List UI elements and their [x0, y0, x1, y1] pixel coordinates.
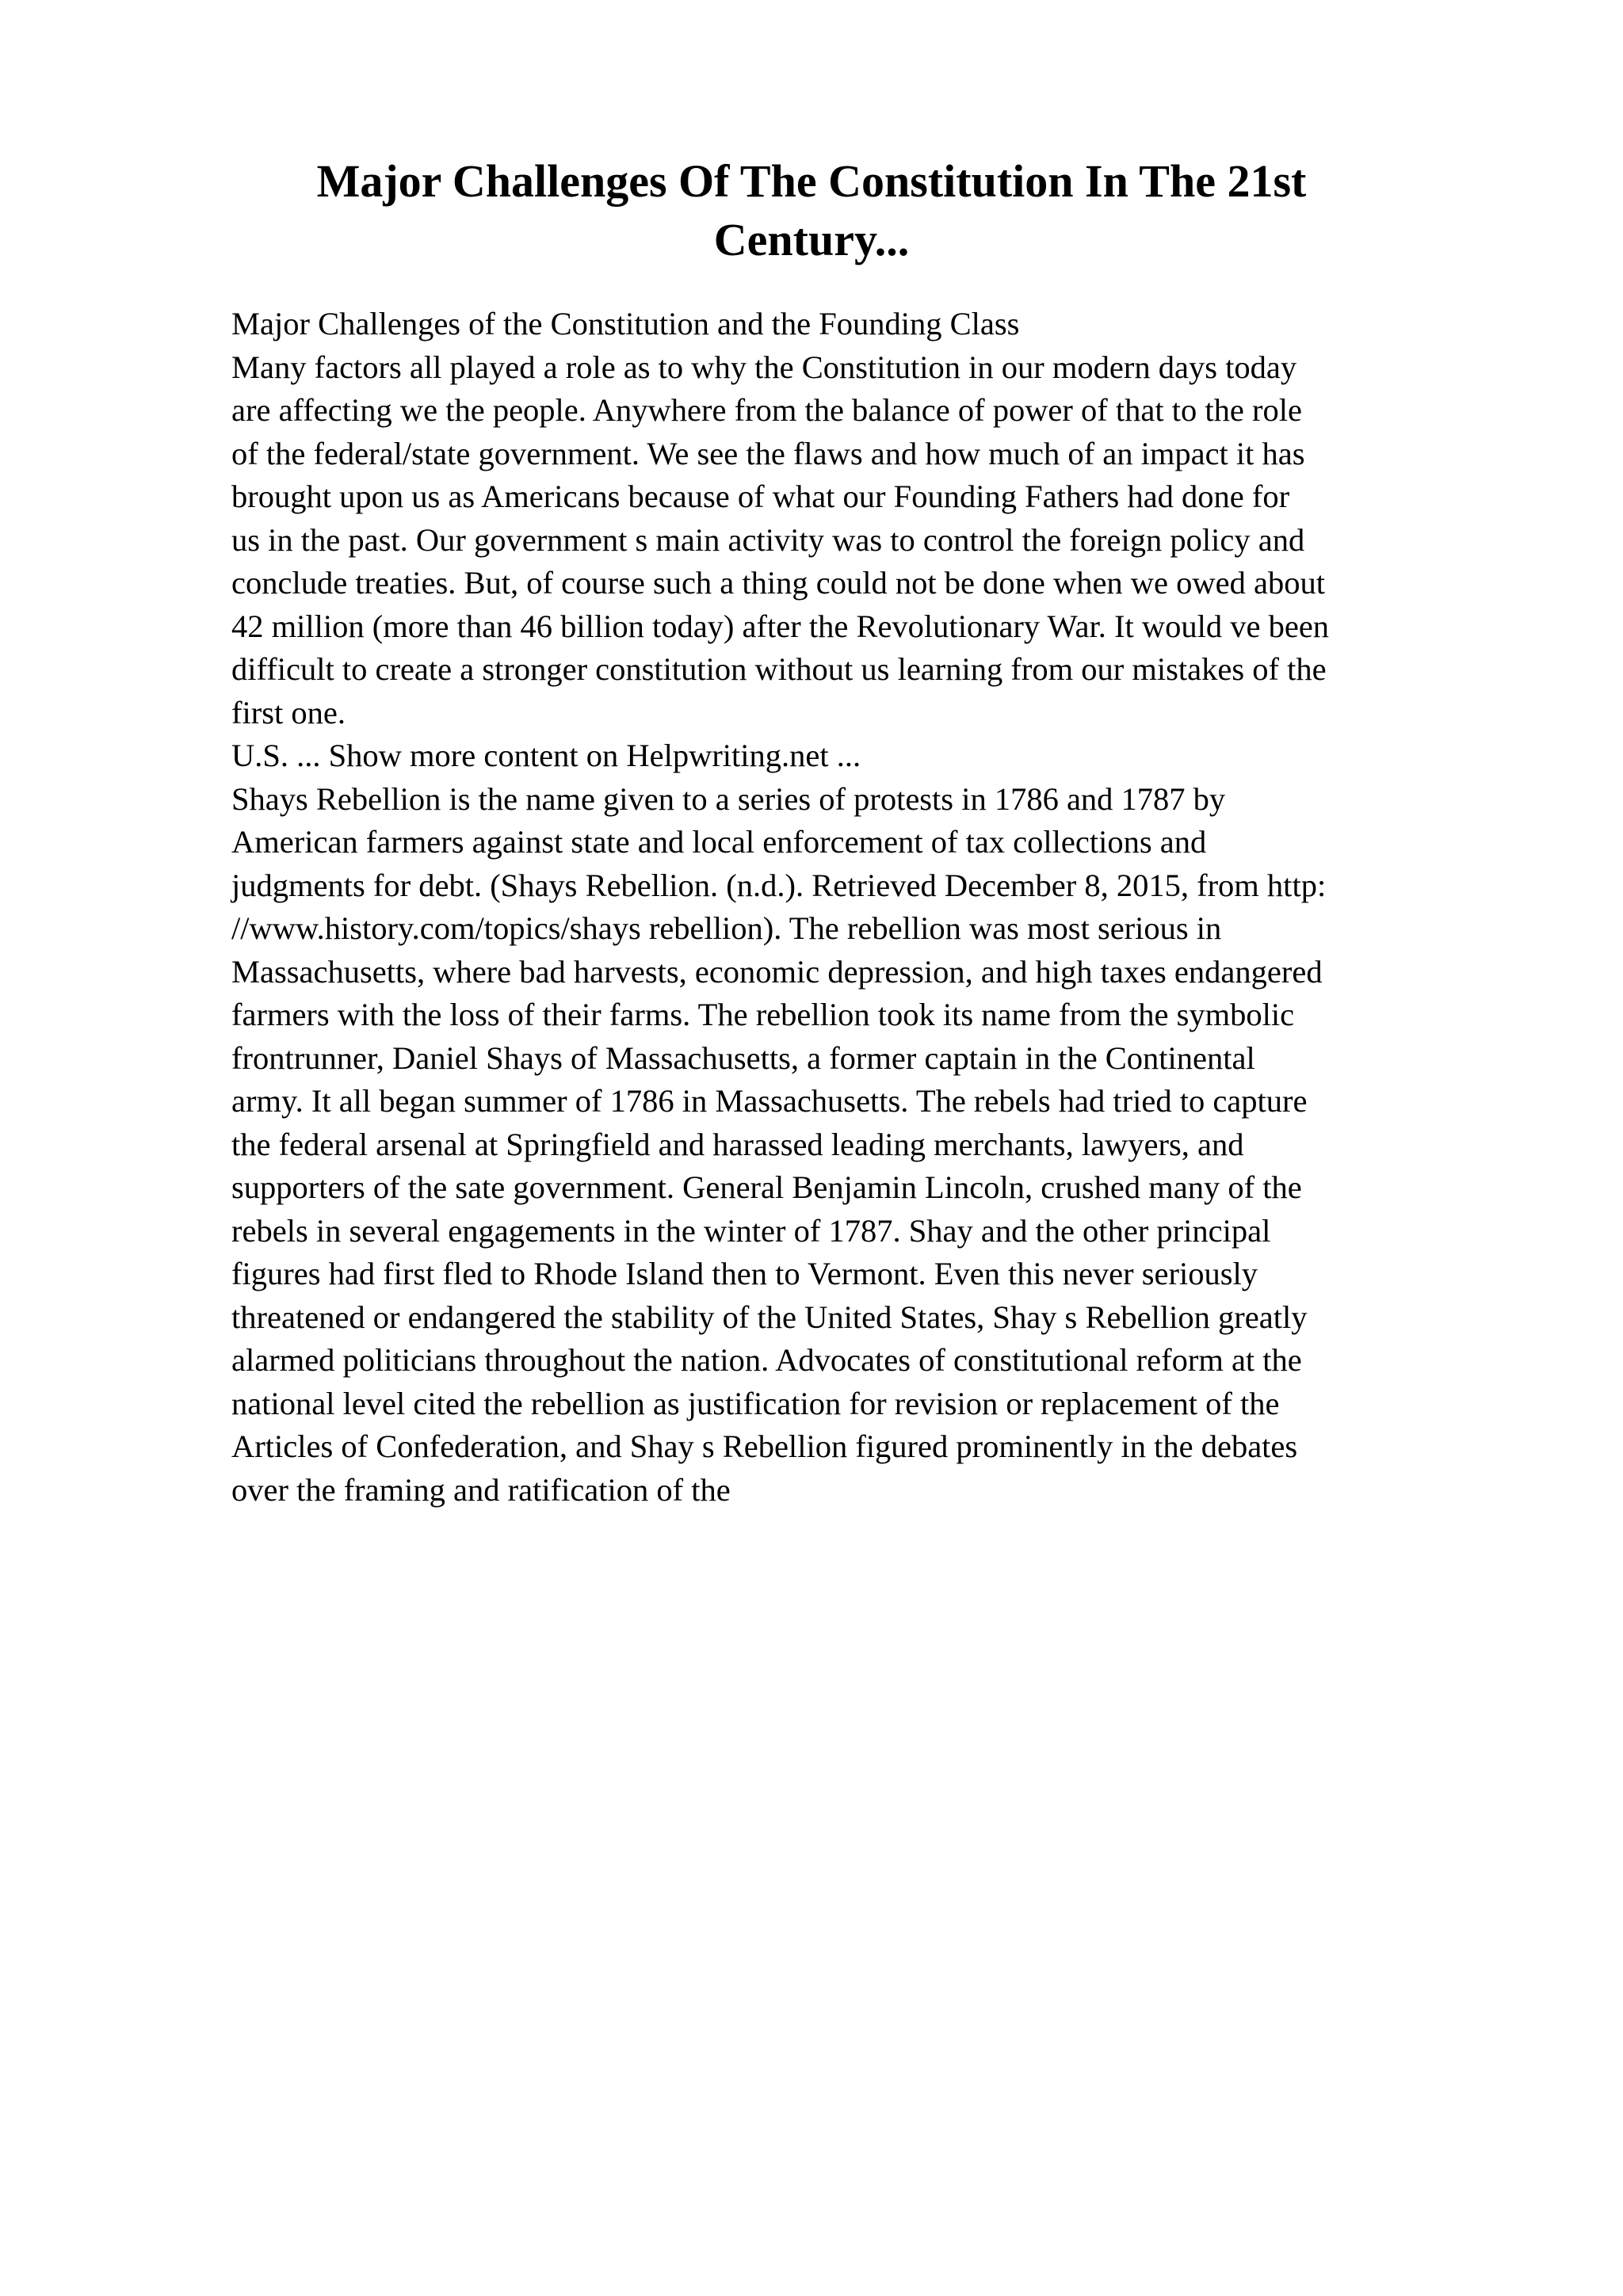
body-line: first one. — [231, 694, 346, 730]
body-line: frontrunner, Daniel Shays of Massachusetts, a former captain in the Continental — [231, 1039, 1255, 1076]
body-line: conclude treaties. But, of course such a thing could not be done when we owed about — [231, 565, 1325, 601]
body-line: alarmed politicians throughout the nation. Advocates of constitutional reform at the — [231, 1342, 1302, 1378]
body-line: difficult to create a stronger constitution without us learning from our mistakes of the — [231, 651, 1327, 687]
body-line: army. It all began summer of 1786 in Massachusetts. The rebels had tried to capture — [231, 1083, 1308, 1119]
body-line: national level cited the rebellion as justification for revision or replacement of the — [231, 1385, 1280, 1421]
body-line: //www.history.com/topics/shays rebellion). The rebellion was most serious in — [231, 910, 1222, 946]
body-line: Shays Rebellion is the name given to a series of protests in 1786 and 1787 by — [231, 780, 1226, 817]
body-line: Massachusetts, where bad harvests, economic depression, and high taxes endangered — [231, 953, 1323, 990]
body-line: us in the past. Our government s main activity was to control the foreign policy and — [231, 521, 1305, 558]
body-line: farmers with the loss of their farms. The rebellion took its name from the symbolic — [231, 997, 1295, 1032]
body-line: the federal arsenal at Springfield and harassed leading merchants, lawyers, and — [231, 1126, 1244, 1162]
body-line: threatened or endangered the stability of the United States, Shay s Rebellion greatly — [231, 1299, 1308, 1335]
title-line: Century... — [713, 214, 910, 265]
body-line: judgments for debt. (Shays Rebellion. (n.d.). Retrieved December 8, 2015, from http: — [231, 867, 1327, 903]
subtitle-line: Major Challenges of the Constitution and the Founding Class — [231, 306, 1020, 341]
body-line: of the federal/state government. We see the flaws and how much of an impact it has — [231, 435, 1305, 471]
title-line: Major Challenges Of The Constitution In The 21st — [316, 155, 1307, 207]
body-line: figures had first fled to Rhode Island then to Vermont. Even this never seriously — [231, 1256, 1258, 1291]
body-line: supporters of the sate government. General Benjamin Lincoln, crushed many of the — [231, 1169, 1302, 1205]
body-line: 42 million (more than 46 billion today) after the Revolutionary War. It would ve been — [231, 608, 1330, 644]
body-line: Many factors all played a role as to why the Constitution in our modern days today — [231, 349, 1297, 385]
body-line: over the framing and ratification of the — [231, 1471, 731, 1508]
document-body — [231, 303, 1515, 1512]
body-line: Articles of Confederation, and Shay s Rebellion figured prominently in the debates — [231, 1428, 1298, 1464]
body-line: American farmers against state and local enforcement of tax collections and — [231, 824, 1207, 860]
body-line: brought upon us as Americans because of what our Founding Fathers had done for — [231, 479, 1290, 514]
body-line: are affecting we the people. Anywhere from the balance of power of that to the role — [231, 392, 1302, 428]
document-title — [230, 152, 1393, 269]
show-more-line: U.S. ... Show more content on Helpwriting.net ... — [231, 738, 861, 773]
body-line: rebels in several engagements in the winter of 1787. Shay and the other principal — [231, 1212, 1271, 1249]
